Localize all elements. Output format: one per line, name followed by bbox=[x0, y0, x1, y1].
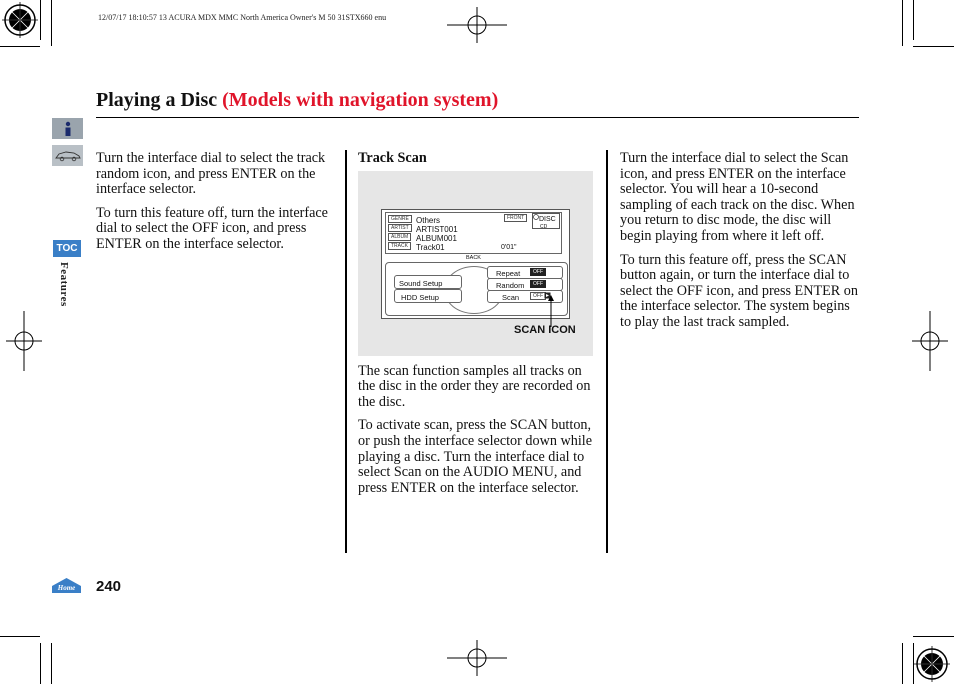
crop-mark bbox=[0, 46, 40, 47]
crosshair-icon bbox=[912, 311, 948, 371]
disc-icon bbox=[533, 214, 539, 220]
front-tag: FRONT bbox=[504, 214, 527, 222]
paragraph: To turn this feature off, press the SCAN button again, or turn the interface dial to select the OFF icon, and press ENTER on the interface selector. The system begins to play the last track sampled. bbox=[620, 251, 858, 330]
title-divider bbox=[96, 117, 859, 118]
column-middle bbox=[358, 151, 594, 504]
paragraph: To activate scan, press the SCAN button, or push the interface selector down while playing a disc. Turn the interface dial to select Scan on the AUDIO MENU, and press ENTER on the interface selector. bbox=[358, 417, 593, 496]
column-divider bbox=[345, 150, 347, 553]
column-left bbox=[96, 151, 338, 261]
page-title bbox=[96, 89, 498, 112]
crosshair-icon bbox=[447, 7, 507, 43]
audio-screen-figure bbox=[358, 171, 593, 356]
crop-mark bbox=[40, 643, 41, 684]
paragraph: To turn this feature off, turn the interface dial to select the OFF icon, and press ENTER on the interface selector. bbox=[96, 204, 328, 252]
print-metadata: 12/07/17 18:10:57 13 ACURA MDX MMC North America Owner's M 50 31STX660 enu bbox=[98, 13, 387, 22]
page-number: 240 bbox=[96, 578, 122, 595]
sidebar-section-label: Features bbox=[58, 262, 70, 307]
back-label: BACK bbox=[466, 254, 481, 261]
crosshair-icon bbox=[6, 311, 42, 371]
crop-mark bbox=[902, 0, 903, 46]
crop-mark bbox=[913, 0, 914, 40]
paragraph: Turn the interface dial to select the track random icon, and press ENTER on the interface selector. bbox=[96, 150, 326, 198]
crosshair-icon bbox=[447, 640, 507, 676]
column-divider bbox=[606, 150, 608, 553]
info-icon[interactable] bbox=[52, 118, 83, 139]
title-subtitle: (Models with navigation system) bbox=[222, 89, 499, 111]
album-tag: ALBUM bbox=[388, 233, 411, 241]
crop-mark bbox=[902, 643, 903, 684]
paragraph: The scan function samples all tracks on the disc in the order they are recorded on the disc. bbox=[358, 362, 591, 410]
hdd-setup-label: HDD Setup bbox=[401, 292, 439, 302]
scan-icon-callout: SCAN ICON bbox=[514, 323, 576, 336]
track-tag: TRACK bbox=[388, 242, 411, 250]
random-label: Random bbox=[496, 280, 525, 290]
disc-label: DISC bbox=[539, 215, 556, 223]
section-heading: Track Scan bbox=[358, 150, 427, 166]
home-label: Home bbox=[57, 584, 76, 592]
artist-value: ARTIST001 bbox=[416, 224, 458, 234]
track-value: Track01 bbox=[416, 242, 445, 252]
scan-label: Scan bbox=[502, 292, 520, 302]
title-main: Playing a Disc bbox=[96, 89, 218, 111]
toc-button[interactable]: TOC bbox=[53, 240, 81, 257]
sound-setup-label: Sound Setup bbox=[399, 278, 443, 288]
home-icon[interactable] bbox=[50, 577, 83, 594]
genre-tag: GENRE bbox=[388, 215, 412, 223]
cd-label: CD bbox=[540, 223, 548, 230]
artist-tag: ARTIST bbox=[388, 224, 412, 232]
elapsed-time: 0'01" bbox=[501, 243, 517, 251]
audio-display bbox=[381, 209, 570, 319]
album-value: ALBUM001 bbox=[416, 233, 457, 243]
crop-mark bbox=[913, 46, 954, 47]
repeat-off-tag: OFF bbox=[530, 268, 546, 276]
scan-off-tag: OFF bbox=[530, 292, 546, 300]
column-right bbox=[620, 151, 860, 339]
registration-target-icon bbox=[2, 2, 38, 38]
genre-value: Others bbox=[416, 215, 441, 225]
crop-mark bbox=[40, 0, 41, 40]
paragraph: Turn the interface dial to select the Scan icon, and press ENTER on the interface selector. You will hear a 10-second sampling of each track on the disc. When you return to disc mode, the disc will begin playing from where it left off. bbox=[620, 150, 855, 244]
crop-mark bbox=[51, 0, 52, 46]
registration-target-icon bbox=[914, 646, 950, 682]
repeat-label: Repeat bbox=[496, 268, 521, 278]
random-off-tag: OFF bbox=[530, 280, 546, 288]
car-icon[interactable] bbox=[52, 145, 83, 166]
crop-mark bbox=[0, 636, 40, 637]
crop-mark bbox=[913, 636, 954, 637]
crop-mark bbox=[51, 643, 52, 684]
